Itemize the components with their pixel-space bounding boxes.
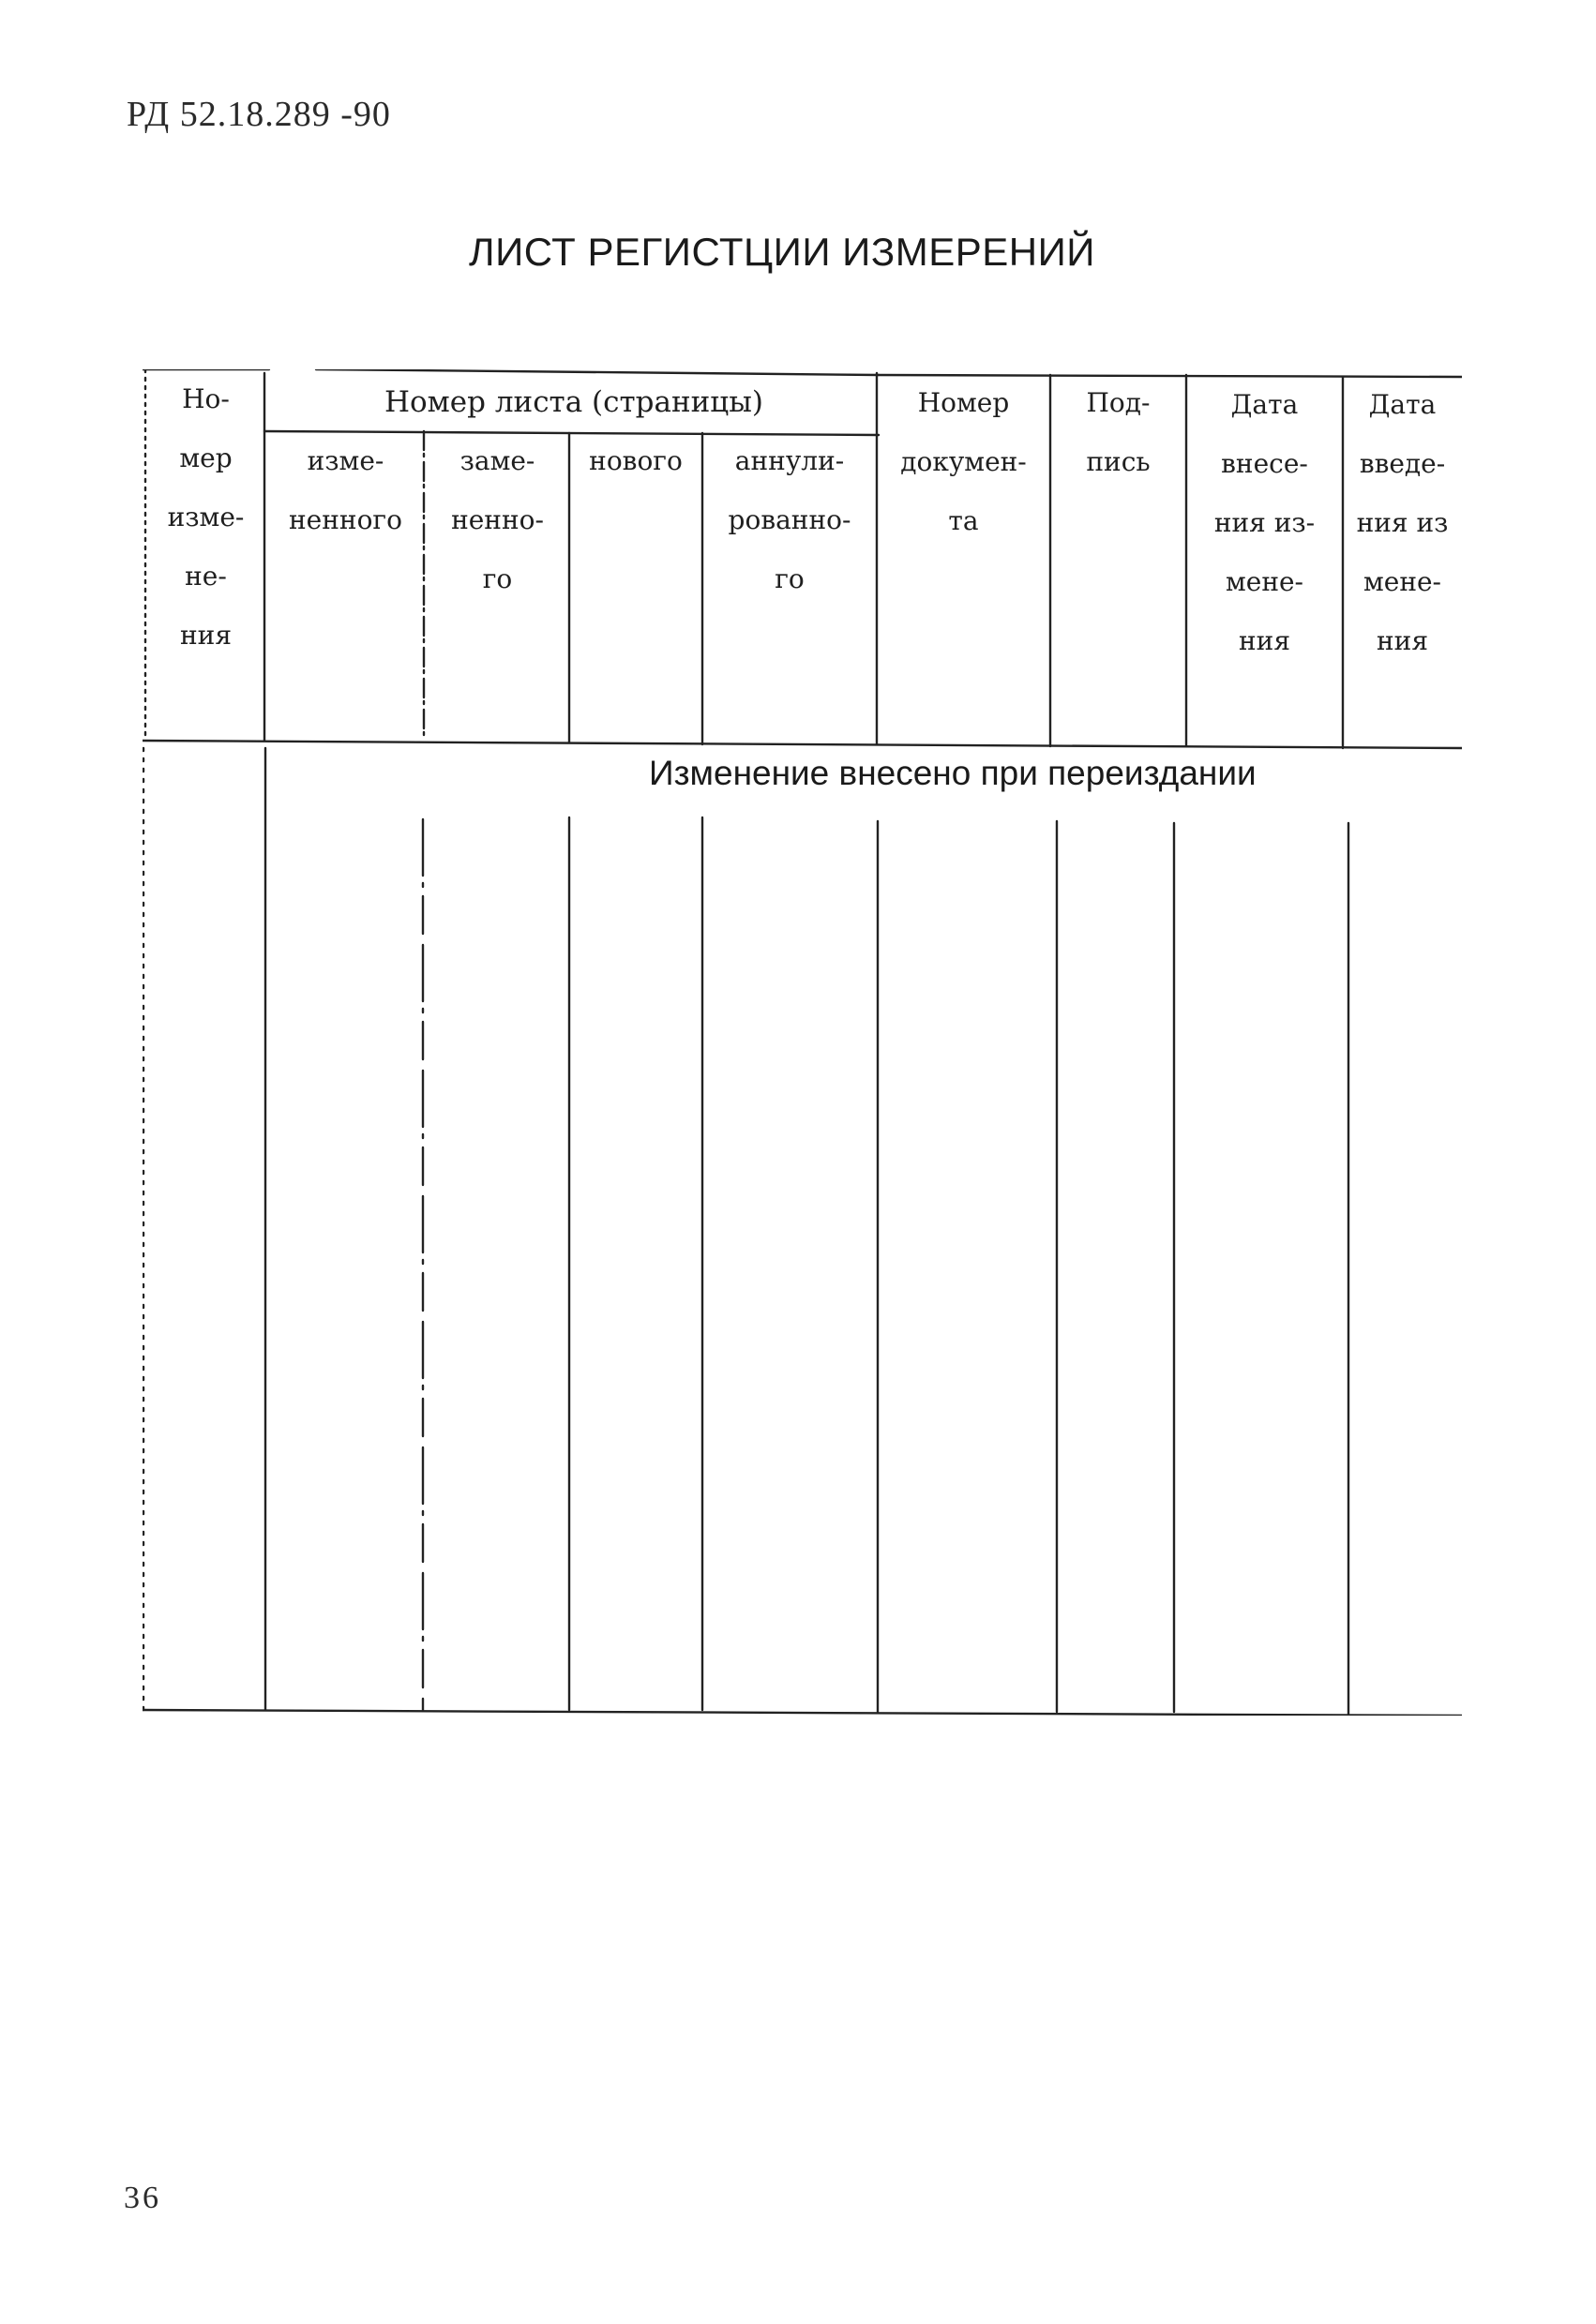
page-number: 36 (124, 2181, 161, 2215)
header-new: нового (589, 445, 683, 476)
reissue-note: Изменение внесено при переиздании (649, 754, 1257, 792)
page-title: ЛИСТ РЕГИСТЦИИ ИЗМЕРЕНИЙ (469, 230, 1095, 274)
header-replaced: заме- ненно- го (451, 445, 544, 594)
header-document-number: Номер докумен- та (900, 387, 1027, 536)
registration-table (143, 369, 1462, 1716)
header-signature: Под- пись (1086, 387, 1151, 477)
header-sheet-number-group: Номер листа (страницы) (384, 385, 763, 419)
top-border-group (316, 369, 879, 375)
header-entry-date: Дата внесе- ния из- мене- ния (1213, 389, 1316, 656)
header-effective-date: Дата введе- ния из мене- ния (1356, 389, 1449, 656)
document-code: РД 52.18.289 -90 (127, 95, 391, 134)
header-bottom-border (143, 741, 1462, 748)
table-bottom-border (143, 1710, 1462, 1716)
header-change-number: Но- мер изме- не- ния (167, 383, 245, 651)
header-annulled: аннули- рованно- го (728, 445, 851, 594)
header-changed: изме- ненного (289, 445, 402, 535)
